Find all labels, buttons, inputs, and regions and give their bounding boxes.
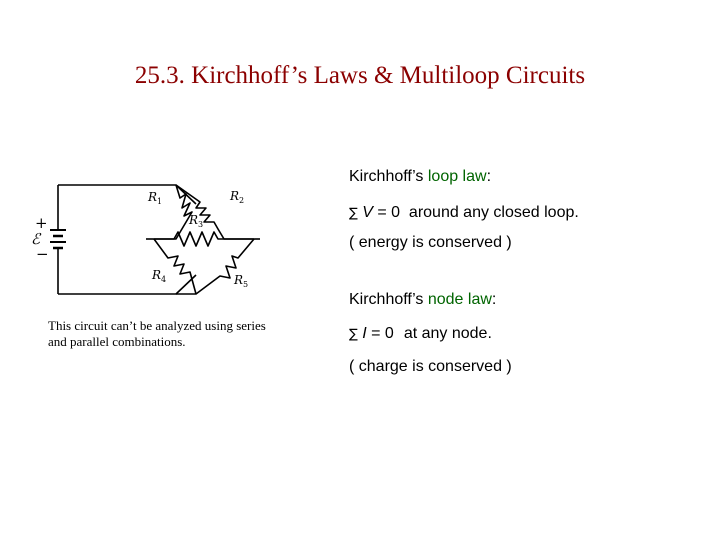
label-r1: $R_1$ bbox=[148, 190, 163, 206]
bridge-circuit-diagram bbox=[28, 178, 268, 303]
node-law-note: ( charge is conserved ) bbox=[349, 358, 512, 375]
battery-icon bbox=[50, 230, 66, 250]
loop-law-term: loop law bbox=[427, 168, 487, 185]
label-r3: $R_3$ bbox=[189, 213, 204, 229]
sigma-symbol: ∑ bbox=[349, 206, 358, 221]
loop-law-equation: ∑ V = 0 around any closed loop. bbox=[349, 204, 579, 221]
loop-law-heading: Kirchhoff’s loop law: bbox=[349, 168, 492, 185]
node-law-equation: ∑ I = 0 at any node. bbox=[349, 325, 492, 342]
wire-top bbox=[58, 185, 196, 204]
circuit-caption: This circuit can’t be analyzed using series and parallel combinations. bbox=[48, 318, 266, 349]
emf-symbol: ℰ bbox=[31, 230, 41, 248]
minus-sign: − bbox=[36, 245, 49, 263]
resistor-r2 bbox=[176, 185, 254, 239]
plus-sign: + bbox=[35, 214, 48, 232]
label-r2: $R_2$ bbox=[230, 189, 245, 205]
resistor-r3 bbox=[154, 232, 254, 246]
label-r4: $R_4$ bbox=[152, 268, 167, 284]
slide-title: 25.3. Kirchhoff’s Laws & Multiloop Circuits bbox=[134, 62, 586, 89]
resistor-r4 bbox=[154, 239, 196, 294]
label-r5: $R_5$ bbox=[234, 273, 249, 289]
node-law-term: node law bbox=[427, 291, 492, 308]
loop-law-note: ( energy is conserved ) bbox=[349, 234, 512, 251]
wire-bottom bbox=[58, 275, 196, 294]
node-law-heading: Kirchhoff’s node law: bbox=[349, 291, 497, 308]
sigma-symbol: ∑ bbox=[349, 327, 358, 342]
